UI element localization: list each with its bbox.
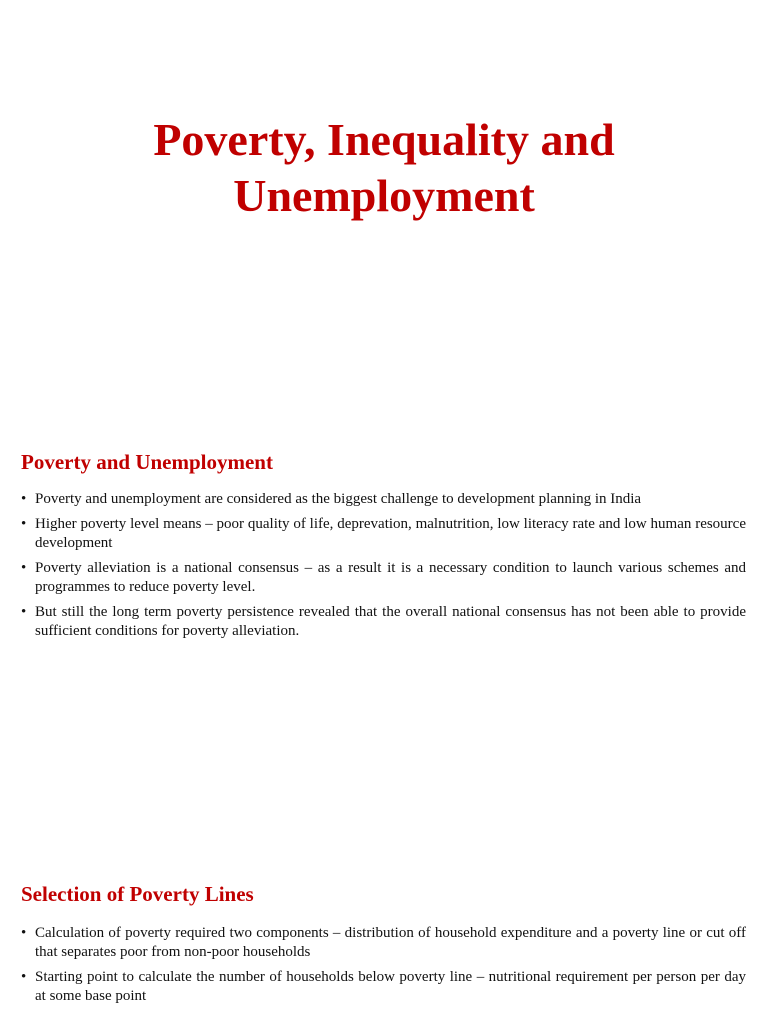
slide-heading: Poverty and Unemployment [21,450,273,474]
title-slide [0,0,768,430]
bullet-text: Poverty alleviation is a national consensus – as a result it is a necessary condition to launch various schemes and programmes to reduce poverty level. [35,560,746,595]
bullet-glyph: • [21,969,27,985]
bullet-text: Calculation of poverty required two components – distribution of household expenditure and a poverty line or cut off that separates poor from non-poor households [35,925,746,960]
bullet-list [21,490,746,647]
bullet-text: Higher poverty level means – poor quality of life, deprevation, malnutrition, low literacy rate and low human resource development [35,516,746,551]
bullet-item [21,559,746,597]
slide-poverty-and-unemployment [0,430,768,860]
bullet-item [21,603,746,641]
slide-selection-of-poverty-lines [0,860,768,1024]
bullet-glyph: • [21,491,27,507]
title-line-1: Poverty, Inequality and [153,114,615,165]
bullet-glyph: • [21,925,27,941]
bullet-item [21,490,746,509]
slide-heading: Selection of Poverty Lines [21,882,254,906]
bullet-item [21,515,746,553]
title-line-2: Unemployment [233,170,535,221]
bullet-glyph: • [21,604,27,620]
bullet-list [21,924,746,1012]
bullet-text: Starting point to calculate the number of households below poverty line – nutritional requirement per person per day at some base point [35,969,746,1004]
bullet-glyph: • [21,516,27,532]
presentation-title [0,112,768,224]
bullet-item [21,924,746,962]
bullet-item [21,968,746,1006]
bullet-text: Poverty and unemployment are considered as the biggest challenge to development planning in India [35,491,642,507]
bullet-glyph: • [21,560,27,576]
bullet-text: But still the long term poverty persistence revealed that the overall national consensus has not been able to provide sufficient conditions for poverty alleviation. [35,604,746,639]
